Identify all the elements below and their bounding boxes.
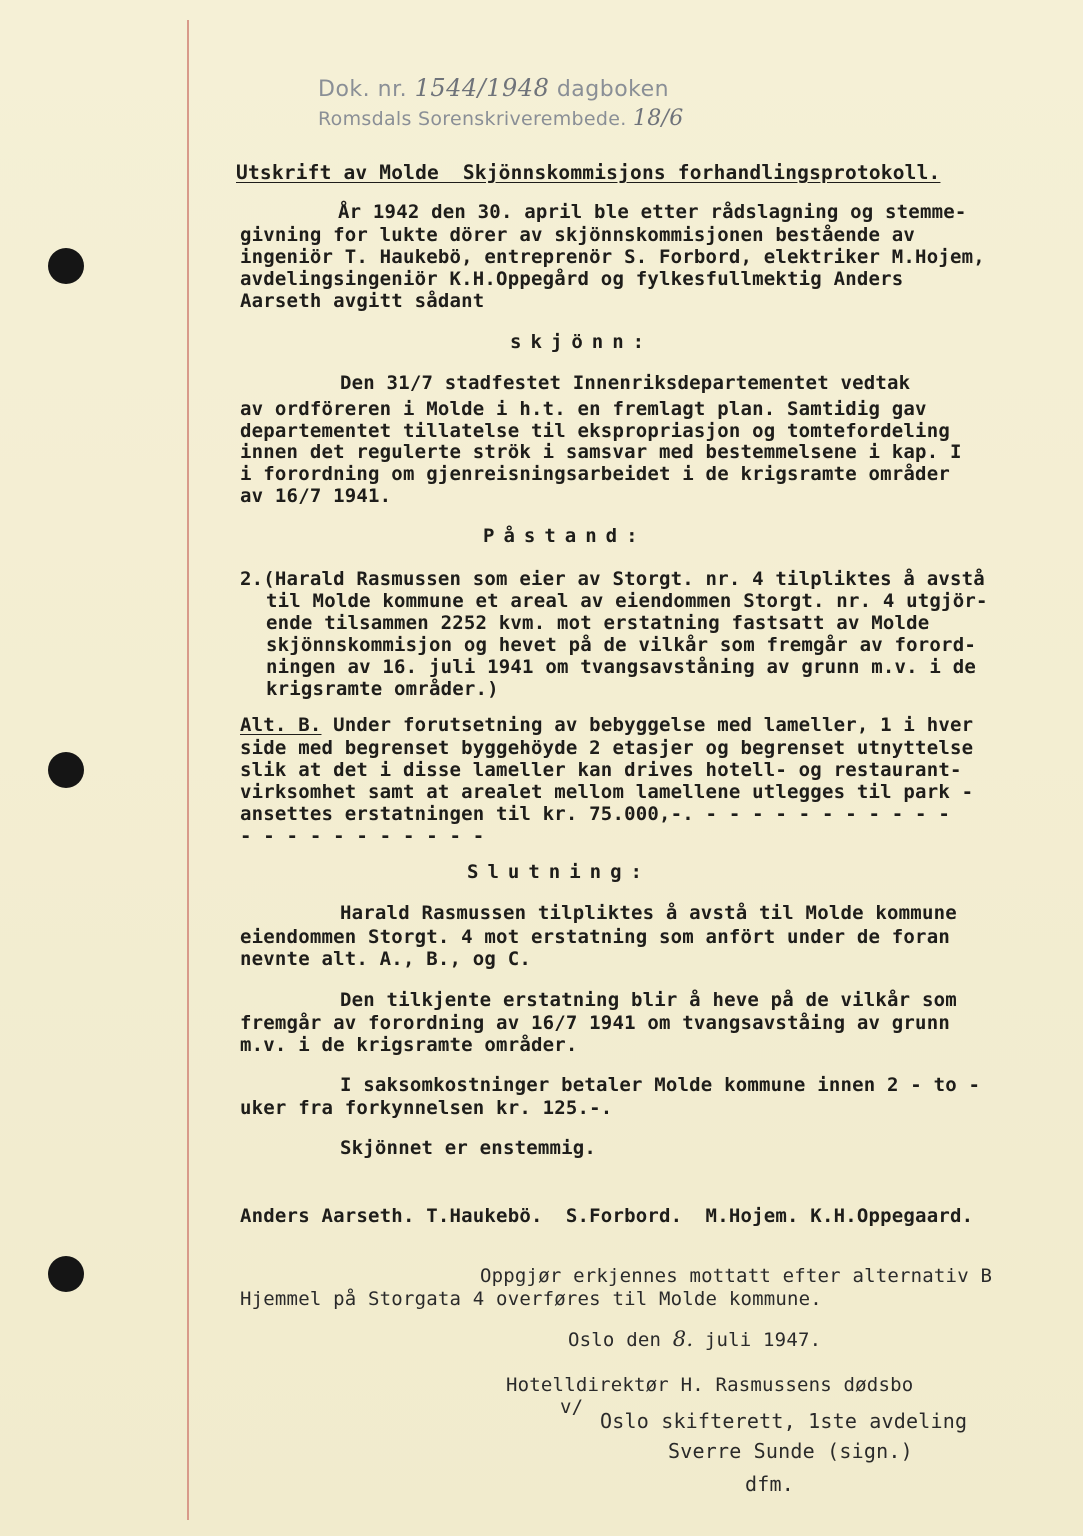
stamp-prefix: Dok. nr.	[318, 77, 408, 102]
slutning-line: m.v. i de krigsramte områder.	[240, 1034, 578, 1056]
skjonn-line: av 16/7 1941.	[240, 485, 392, 507]
alt-b-line: slik at det i disse lameller kan drives hotell- og restaurant-	[240, 759, 962, 781]
estate-on-behalf: v/	[560, 1396, 584, 1418]
slutning-line: eiendommen Storgt. 4 mot erstatning som anfört under de foran	[240, 926, 950, 948]
slutning-line: uker fra forkynnelsen kr. 125.-.	[240, 1097, 613, 1119]
estate-name: Hotelldirektør H. Rasmussens dødsbo	[506, 1374, 914, 1396]
registry-stamp-line2	[318, 106, 684, 131]
skjonn-line: Den 31/7 stadfestet Innenriksdepartementet vedtak	[340, 372, 911, 394]
receipt-line: Hjemmel på Storgata 4 overføres til Molde kommune.	[240, 1288, 822, 1310]
slutning-line: fremgår av forordning av 16/7 1941 om tvangsavståing av grunn	[240, 1012, 950, 1034]
skjonn-line: departementet tillatelse til ekspropriasjon og tomtefordeling	[240, 420, 950, 442]
alt-b-line: side med begrenset byggehöyde 2 etasjer og begrenset utnyttelse	[240, 737, 974, 759]
alt-b-line: ansettes erstatningen til kr. 75.000,-. - - - - - - - - - - -	[240, 803, 950, 825]
place-date	[568, 1328, 821, 1351]
place-date-handwritten: 8.	[672, 1327, 694, 1351]
place-date-prefix: Oslo den	[568, 1329, 673, 1351]
slutning-line: nevnte alt. A., B., og C.	[240, 948, 531, 970]
pastand-line: skjönnskommisjon og hevet på de vilkår som fremgår av forord-	[266, 634, 976, 656]
alt-b-text: Under forutsetning av bebyggelse med lameller, 1 i hver	[321, 714, 974, 736]
pastand-line: ende tilsammen 2252 kvm. mot erstatning fastsatt av Molde	[266, 612, 930, 634]
court-line: dfm.	[745, 1472, 794, 1496]
skjonn-line: av ordföreren i Molde i h.t. en fremlagt plan. Samtidig gav	[240, 398, 927, 420]
punch-hole	[48, 248, 84, 284]
pastand-line: 2.(Harald Rasmussen som eier av Storgt. nr. 4 tilpliktes å avstå	[240, 568, 985, 590]
pastand-line: til Molde kommune et areal av eiendommen Storgt. nr. 4 utgjör-	[266, 590, 988, 612]
stamp-office: Romsdals Sorenskriverembede.	[318, 108, 627, 130]
slutning-line: Skjönnet er enstemmig.	[340, 1137, 597, 1159]
slutning-line: I saksomkostninger betaler Molde kommune innen 2 - to -	[340, 1074, 981, 1096]
intro-line: avdelingsingeniör K.H.Oppegård og fylkesfullmektig Anders	[240, 268, 904, 290]
skjonn-line: innen det regulerte strök i samsvar med bestemmelsene i kap. I	[240, 441, 962, 463]
skjonn-line: i forordning om gjenreisningsarbeidet i de krigsramte områder	[240, 463, 950, 485]
intro-line: givning for lukte dörer av skjönnskommisjonen bestående av	[240, 224, 916, 246]
place-date-suffix: juli 1947.	[693, 1329, 822, 1351]
section-heading-skjonn: skjönn:	[510, 331, 654, 353]
stamp-handwritten-number: 1544	[414, 74, 478, 102]
intro-line: Aarseth avgitt sådant	[240, 290, 485, 312]
court-line: Oslo skifterett, 1ste avdeling	[600, 1409, 968, 1433]
margin-line	[187, 20, 189, 1520]
pastand-line: ningen av 16. juli 1941 om tvangsavståning av grunn m.v. i de	[266, 656, 976, 678]
registry-stamp-line1	[318, 74, 669, 102]
intro-line: År 1942 den 30. april ble etter rådslagning og stemme-	[338, 201, 967, 223]
punch-hole	[48, 1256, 84, 1292]
slutning-line: Harald Rasmussen tilpliktes å avstå til Molde kommune	[340, 902, 957, 924]
document-heading: Utskrift av Molde Skjönnskommisjons forhandlingsprotokoll.	[236, 161, 941, 184]
intro-line: ingeniör T. Haukebö, entreprenör S. Forbord, elektriker M.Hojem,	[240, 246, 985, 268]
section-heading-pastand: Påstand:	[483, 525, 647, 547]
alt-b-line: - - - - - - - - - - -	[240, 825, 485, 847]
stamp-handwritten-date: 18/6	[632, 106, 684, 131]
court-line: Sverre Sunde (sign.)	[668, 1439, 913, 1463]
stamp-suffix: dagboken	[556, 77, 670, 102]
alt-b-label: Alt. B.	[240, 714, 322, 736]
commission-signatures: Anders Aarseth. T.Haukebö. S.Forbord. M.Hojem. K.H.Oppegaard.	[240, 1205, 974, 1227]
pastand-line: krigsramte områder.)	[266, 678, 499, 700]
slutning-line: Den tilkjente erstatning blir å heve på de vilkår som	[340, 989, 957, 1011]
alt-b-first-line	[240, 714, 973, 736]
section-heading-slutning: Slutning:	[467, 861, 651, 883]
alt-b-line: virksomhet samt at arealet mellom lamellene utlegges til park -	[240, 781, 974, 803]
stamp-handwritten-year: /1948	[477, 74, 550, 102]
punch-hole	[48, 752, 84, 788]
receipt-line: Oppgjør erkjennes mottatt efter alternativ B	[480, 1265, 993, 1287]
